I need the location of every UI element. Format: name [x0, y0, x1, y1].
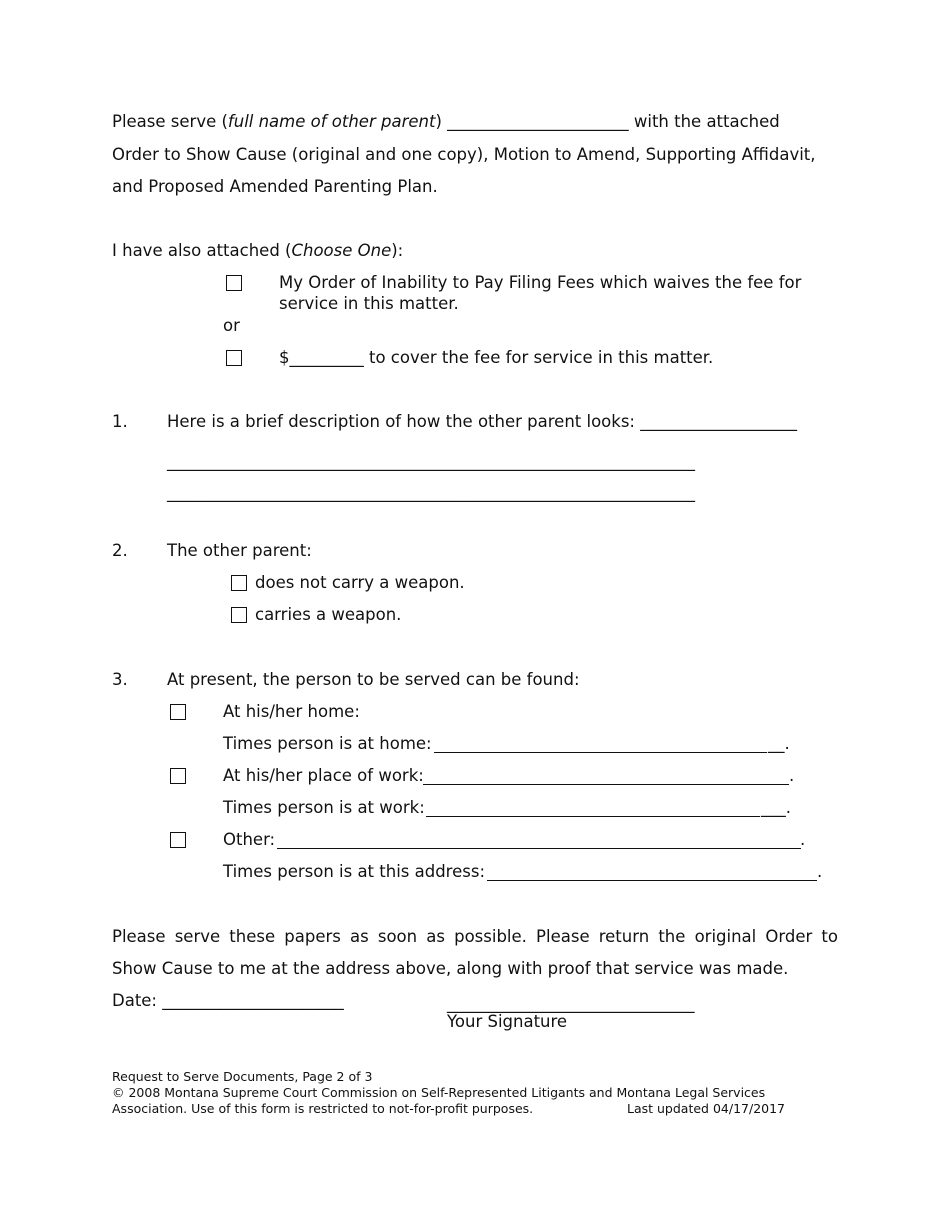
closing-line-2: Show Cause to me at the address above, along with proof that service was made.: [112, 959, 789, 978]
signature-line[interactable]: ______________________________: [447, 994, 695, 1013]
work-times-end: ___.: [761, 798, 791, 817]
closing-line-1: Please serve these papers as soon as possible. Please return the original Order to: [112, 927, 838, 946]
home-times-label: Times person is at home:: [223, 734, 432, 753]
item-2-number: 2.: [112, 541, 128, 560]
intro-line-3: and Proposed Amended Parenting Plan.: [112, 177, 438, 196]
work-address-field[interactable]: [423, 784, 789, 785]
fee-payment-checkbox[interactable]: [226, 350, 242, 366]
no-weapon-label: does not carry a weapon.: [255, 573, 465, 592]
description-line-3[interactable]: ________________________________________________________________: [167, 483, 695, 502]
or-label: or: [223, 316, 240, 335]
item-3-number: 3.: [112, 670, 128, 689]
intro-line-2: Order to Show Cause (original and one copy), Motion to Amend, Supporting Affidavit,: [112, 145, 816, 164]
intro-line-1: Please serve (full name of other parent) ______________________ with the attached: [112, 112, 780, 131]
work-checkbox[interactable]: [170, 768, 186, 784]
signature-label: Your Signature: [447, 1012, 568, 1031]
footer-usage: Association. Use of this form is restricted to not-for-profit purposes.: [112, 1101, 534, 1116]
other-times-field[interactable]: [487, 880, 817, 881]
other-times-label: Times person is at this address:: [223, 862, 486, 881]
fee-waiver-checkbox[interactable]: [226, 275, 242, 291]
work-label: At his/her place of work:: [223, 766, 424, 785]
footer-page-info: Request to Serve Documents, Page 2 of 3: [112, 1069, 373, 1084]
attached-heading: I have also attached (Choose One):: [112, 241, 404, 260]
full-name-hint: full name of other parent: [227, 112, 436, 131]
home-times-field[interactable]: [434, 752, 767, 753]
footer-copyright: © 2008 Montana Supreme Court Commission on Self-Represented Litigants and Montana Legal Services: [112, 1085, 766, 1100]
item-2-text: The other parent:: [167, 541, 312, 560]
other-end: .: [800, 830, 806, 849]
footer-updated: Last updated 04/17/2017: [627, 1101, 786, 1116]
work-times-label: Times person is at work:: [223, 798, 425, 817]
home-label: At his/her home:: [223, 702, 360, 721]
other-checkbox[interactable]: [170, 832, 186, 848]
fee-waiver-label-line-2: service in this matter.: [279, 294, 459, 313]
work-times-field[interactable]: [426, 816, 760, 817]
item-3-text: At present, the person to be served can be found:: [167, 670, 580, 689]
description-line-2[interactable]: ________________________________________________________________: [167, 452, 695, 471]
carries-weapon-checkbox[interactable]: [231, 607, 247, 623]
other-times-end: .: [817, 862, 823, 881]
fee-payment-label: $_________ to cover the fee for service in this matter.: [279, 348, 714, 367]
work-end: .: [789, 766, 795, 785]
other-label: Other:: [223, 830, 276, 849]
date-field[interactable]: Date: ______________________: [112, 991, 344, 1010]
home-checkbox[interactable]: [170, 704, 186, 720]
home-times-end: __.: [768, 734, 790, 753]
other-address-field[interactable]: [277, 848, 801, 849]
carries-weapon-label: carries a weapon.: [255, 605, 402, 624]
item-1-number: 1.: [112, 412, 128, 431]
no-weapon-checkbox[interactable]: [231, 575, 247, 591]
fee-waiver-label-line-1: My Order of Inability to Pay Filing Fees which waives the fee for: [279, 273, 802, 292]
item-1-text: Here is a brief description of how the other parent looks: ___________________: [167, 412, 797, 431]
